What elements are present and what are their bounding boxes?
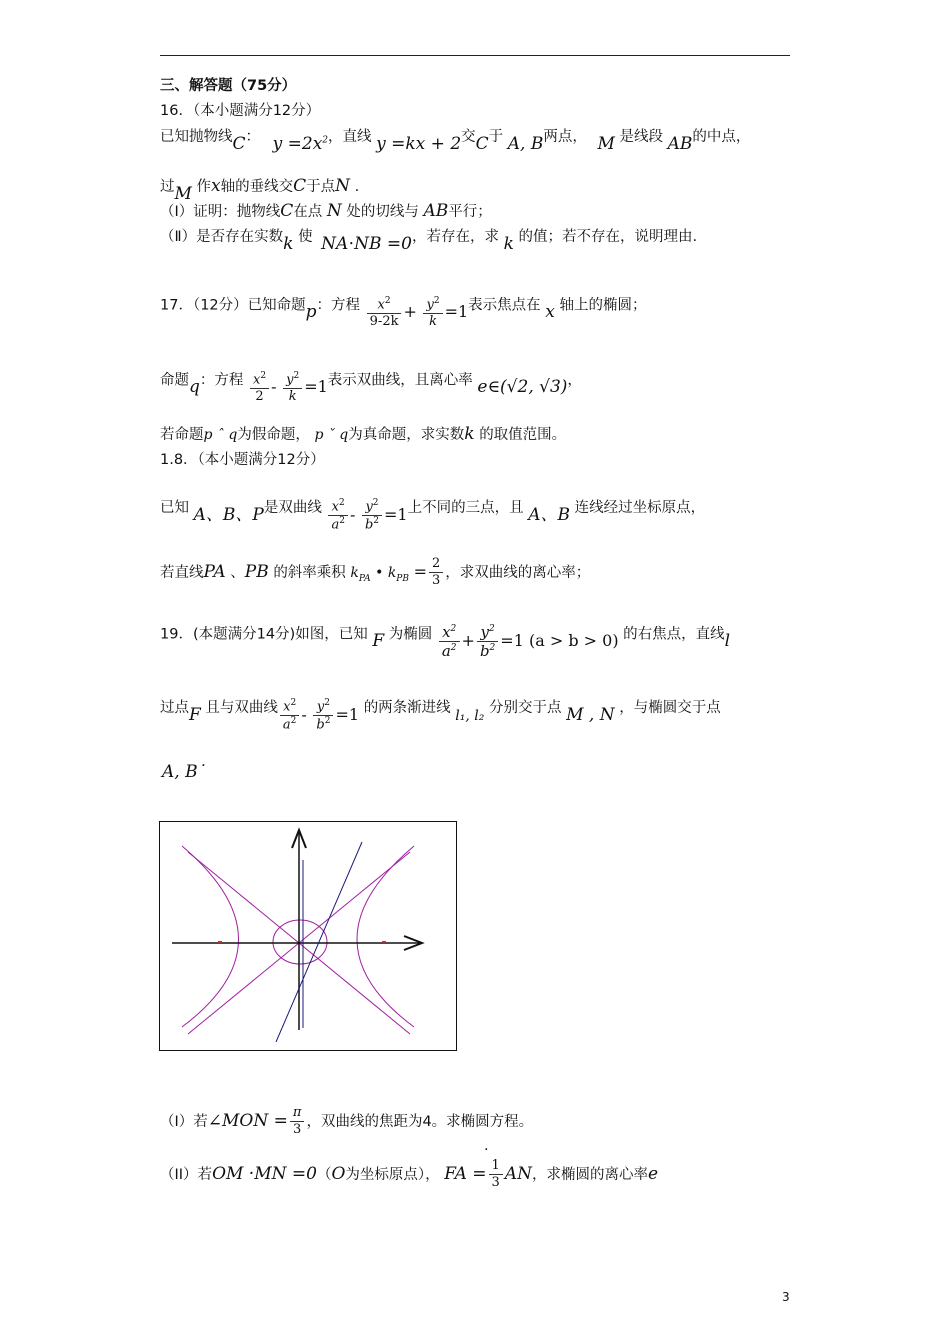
q18-text: 已知 (160, 500, 189, 517)
q18-frac3-denominator: 3 (431, 572, 441, 588)
q18-text: 是双曲线 (263, 500, 322, 517)
q17-plus: + (403, 302, 417, 322)
q16-text: ： (245, 129, 261, 145)
q19-minus: - (301, 705, 307, 725)
q19-ellipse-frac-2 (477, 623, 498, 662)
q19-pi-fraction (290, 1105, 305, 1138)
q17-p-and-q: p ˆ q (203, 427, 238, 443)
q16-var-M: M (174, 184, 192, 204)
q18-points-ABP: A、B、P (193, 505, 264, 526)
q17-eccentricity-range: e∈(√2, √3) (477, 377, 568, 398)
q18-text: 的斜率乘积 (273, 564, 346, 581)
q19-var-l: l (724, 631, 731, 652)
q17-frac2-den-text: k (429, 313, 437, 329)
q19-text: ，与椭圆交于点 (619, 700, 721, 717)
q19-line2 (160, 690, 721, 733)
q16-var-C: C (475, 134, 489, 154)
q16-text: 的值；若不存在，说明理由. (518, 229, 698, 245)
q18-frac1-denominator: $a^2$ (331, 515, 345, 533)
q19-text: 为坐标原点）， (345, 1166, 440, 1183)
q19-part2 (160, 1158, 658, 1191)
q18-frac1-num-text: x (331, 499, 339, 515)
q16-text: 的中点， (692, 129, 751, 145)
q16-var-N: N (335, 176, 351, 196)
q19-var-e: e (647, 1163, 659, 1184)
q16-line1 (160, 128, 751, 154)
q16-text: 交 (461, 129, 476, 145)
q18-k2: k (387, 564, 397, 581)
q17-frac2-numerator: $y^2$ (423, 296, 442, 314)
q17-frac3-num-text: x (253, 372, 261, 388)
q16-line2 (160, 176, 360, 204)
q19-hfrac1-num-text: x (283, 699, 291, 715)
q18-frac2-den-text: b (364, 517, 374, 533)
q18-k2-sub: PB (396, 573, 409, 584)
q17-text: 为真命题，求实数 (348, 427, 465, 443)
q19-ellipse-frac-1 (439, 623, 460, 662)
q17-text: 的取值范围。 (479, 427, 567, 443)
q19-hfrac1-den-text: a (282, 717, 291, 733)
q17-frac4-denominator (283, 389, 302, 406)
q18-frac2-numerator: $y^2$ (362, 498, 382, 516)
q18-text: 连线经过坐标原点， (574, 500, 706, 517)
page-number: 3 (782, 1290, 790, 1304)
q19-figure-svg (160, 822, 456, 1050)
q18-text: 、 (230, 564, 245, 581)
q19-third-numerator: 1 (489, 1158, 503, 1175)
q16-header: 16．（本小题满分12分） (160, 103, 321, 119)
q19-dot-product-eq: OM ·MN =0 (212, 1163, 317, 1184)
q19-hfrac2-den-text: b (316, 717, 325, 733)
q19-frac1-den-text: a (441, 642, 451, 660)
q19-line1 (160, 615, 731, 660)
q17-frac4-num-text: y (286, 372, 294, 388)
q17-var-x: x (545, 302, 555, 323)
q16-text: 轴的垂线交 (220, 179, 294, 195)
q17-text: ， (567, 372, 582, 389)
q19-asymptotes: l₁, l₂ (455, 708, 485, 725)
q17-line1 (160, 288, 647, 329)
q19-part1 (160, 1105, 533, 1138)
q16-text: 处的切线与 (346, 204, 419, 220)
q19-text: ，求椭圆的离心率 (531, 1166, 648, 1183)
q17-frac4-den-text: k (288, 388, 297, 404)
q17-frac1-numerator: $x^2$ (367, 296, 402, 314)
q16-line-eq: y =kx + 2 (376, 134, 462, 154)
q19-points-AB: A, B˙ (162, 762, 207, 782)
q19-angle-MON: ∠MON = (207, 1110, 288, 1131)
q19-figure (159, 821, 457, 1051)
q16-segment-AB: AB (423, 201, 449, 221)
q18-k1-sub: PA (358, 573, 371, 584)
q18-text: ，求双曲线的离心率； (445, 564, 591, 581)
q19-hfrac2-denominator: $b^2$ (316, 715, 331, 733)
q19-frac2-numerator: $y^2$ (477, 623, 498, 642)
q16-dot-product-eq: NA⋅NB =0 (321, 234, 412, 254)
q18-text: 上不同的三点，且 (407, 500, 524, 517)
q18-frac2-num-text: y (365, 499, 373, 515)
q17-text: 表示双曲线，且离心率 (327, 372, 473, 389)
section-title: 三、解答题（75分） (160, 78, 297, 94)
q19-var-F: F (372, 631, 385, 652)
q16-text: （Ⅱ）是否存在实数 (160, 229, 284, 245)
q19-frac1-num-text: x (442, 623, 451, 641)
q17-text: 17．（12分）已知命题 (160, 297, 306, 314)
q19-hfrac2-num-text: y (316, 699, 325, 715)
q19-equals-one: =1 (335, 705, 360, 725)
q16-var-M: M (597, 134, 615, 154)
q17-text: ：方程 (199, 372, 244, 389)
q16-text: （Ⅰ）证明：抛物线 (160, 204, 281, 220)
q18-frac1-den-text: a (331, 517, 340, 533)
q18-line-PB: PB (244, 561, 269, 582)
q17-var-p: p (305, 302, 317, 323)
q16-var-x: x (211, 176, 221, 196)
q17-equals-one: =1 (304, 377, 328, 397)
q16-text: 在点 (293, 204, 323, 220)
q16-var-N: N (326, 201, 342, 221)
q17-text: 轴上的椭圆； (559, 297, 647, 314)
q17-text: 表示焦点在 (468, 297, 541, 314)
q19-ellipse-condition: =1 (a > b > 0) (500, 631, 619, 651)
q17-frac1-num-text: x (377, 297, 385, 313)
q17-text: ：方程 (316, 297, 361, 314)
q18-equals-one: =1 (384, 505, 408, 525)
q16-part2 (160, 228, 698, 254)
q16-text: 已知抛物线 (160, 129, 233, 145)
q19-plus: + (461, 631, 475, 651)
q16-parabola-eq: $y =2x^2$ (272, 134, 329, 154)
header-rule (160, 55, 790, 56)
q19-hyperbola-frac-2 (313, 698, 333, 734)
q17-text: 为假命题， (237, 427, 310, 443)
q16-var-C: C (232, 134, 246, 154)
q16-var-k: k (283, 234, 294, 254)
q17-minus: - (271, 377, 277, 397)
q19-text: （ (316, 1166, 332, 1183)
q19-text: ，双曲线的焦距为4。求椭圆方程。 (306, 1113, 534, 1130)
q18-slope-product (350, 564, 409, 584)
q16-text: 过 (160, 179, 175, 195)
q19-hfrac1-numerator: $x^2$ (280, 698, 300, 716)
q18-frac2-denominator: $b^2$ (364, 515, 380, 533)
q19-vector-AN: AN (504, 1163, 532, 1184)
q17-fraction-1 (367, 296, 402, 331)
q18-fraction-1 (328, 498, 348, 534)
q16-text: 平行； (448, 204, 492, 220)
q19-text: 分别交于点 (489, 700, 562, 717)
q19-hyperbola-frac-1 (280, 698, 300, 734)
q17-line3 (160, 426, 566, 443)
q17-line2 (160, 363, 582, 404)
q16-var-k: k (503, 234, 514, 254)
q18-minus: - (349, 505, 356, 525)
q16-text: 作 (196, 179, 212, 195)
q17-fraction-3 (250, 371, 269, 406)
q17-frac2-denominator (423, 314, 442, 331)
q19-hfrac1-denominator: $a^2$ (282, 715, 297, 733)
q18-points-AB: A、B (528, 505, 570, 526)
q18-frac3-numerator: 2 (429, 556, 443, 573)
q18-fraction-3 (429, 556, 443, 589)
q17-text: 若命题 (160, 427, 204, 443)
q19-line3 (162, 764, 206, 781)
q19-frac2-num-text: y (480, 623, 489, 641)
q19-frac1-denominator: $a^2$ (441, 642, 457, 660)
q18-line2 (160, 556, 590, 589)
q18-frac1-numerator: $x^2$ (328, 498, 348, 516)
q17-frac4-numerator: $y^2$ (283, 371, 302, 389)
q17-frac1-denominator: 9-2k (369, 313, 399, 329)
q17-var-q: q (189, 377, 200, 398)
q16-points-AB: A, B (507, 134, 544, 154)
q16-text: ，若存在，求 (411, 229, 499, 245)
q19-text: 的右焦点，直线 (623, 626, 725, 643)
q19-text: 为椭圆 (388, 626, 433, 643)
q18-header: 1.8．（本小题满分12分） (160, 452, 325, 468)
q19-frac1-numerator: $x^2$ (439, 623, 460, 642)
q16-text: ，直线 (328, 129, 372, 145)
q17-text: 命题 (160, 372, 189, 389)
q19-frac2-denominator: $b^2$ (479, 642, 496, 660)
q16-part1 (160, 203, 492, 220)
q17-p-or-q: p ˇ q (314, 427, 349, 443)
q19-third-denominator: 3 (491, 1174, 500, 1190)
q17-frac2-num-text: y (426, 297, 434, 313)
q16-text: 是线段 (619, 129, 663, 145)
q16-text: 两点， (543, 129, 587, 145)
q17-equals-one: =1 (444, 302, 469, 322)
q19-third-fraction (489, 1158, 503, 1191)
q16-text: . (354, 179, 360, 195)
q17-fraction-2 (423, 296, 442, 331)
q18-equals: = (413, 561, 427, 581)
q18-fraction-2 (362, 498, 382, 534)
q19-frac2-den-text: b (479, 642, 490, 660)
q19-var-F: F (189, 705, 201, 726)
q19-pi-denominator: 3 (293, 1121, 302, 1137)
q18-line1 (160, 490, 706, 533)
q17-var-k: k (464, 424, 475, 444)
q16-var-C: C (280, 201, 294, 221)
q19-text: 的两条渐进线 (363, 700, 451, 717)
q16-segment-AB: AB (667, 134, 693, 154)
q19-text: 19．(本题满分14分)如图，已知 (160, 626, 368, 643)
q19-text: 且与双曲线 (205, 700, 278, 717)
q19-text: 过点 (160, 700, 189, 717)
q16-parabola-eq-text: y =2x (272, 134, 323, 154)
q18-k1: k (350, 564, 359, 581)
q19-pi-numerator: π (290, 1105, 305, 1122)
q17-fraction-4 (283, 371, 302, 406)
q16-text: 于 (488, 129, 504, 145)
q19-text: （I）若 (160, 1113, 208, 1130)
q17-frac3-numerator: $x^2$ (250, 371, 269, 389)
q19-dot-mark: . (484, 1138, 489, 1154)
q16-text: 使 (298, 229, 313, 245)
q18-line-PA: PA (203, 561, 226, 582)
q19-FA-eq: FA = (444, 1163, 487, 1184)
q19-hfrac2-numerator: $y^2$ (313, 698, 333, 716)
line-l (276, 842, 362, 1042)
q16-text: 于点 (306, 179, 336, 195)
q19-text: （II）若 (160, 1166, 213, 1183)
q19-var-O: O (331, 1163, 346, 1184)
q19-points-MN: M , N (566, 705, 615, 726)
q18-bullet: • (375, 564, 384, 581)
q17-frac3-denominator: 2 (255, 388, 264, 404)
q16-var-C: C (293, 176, 307, 196)
q18-text: 若直线 (160, 564, 204, 581)
